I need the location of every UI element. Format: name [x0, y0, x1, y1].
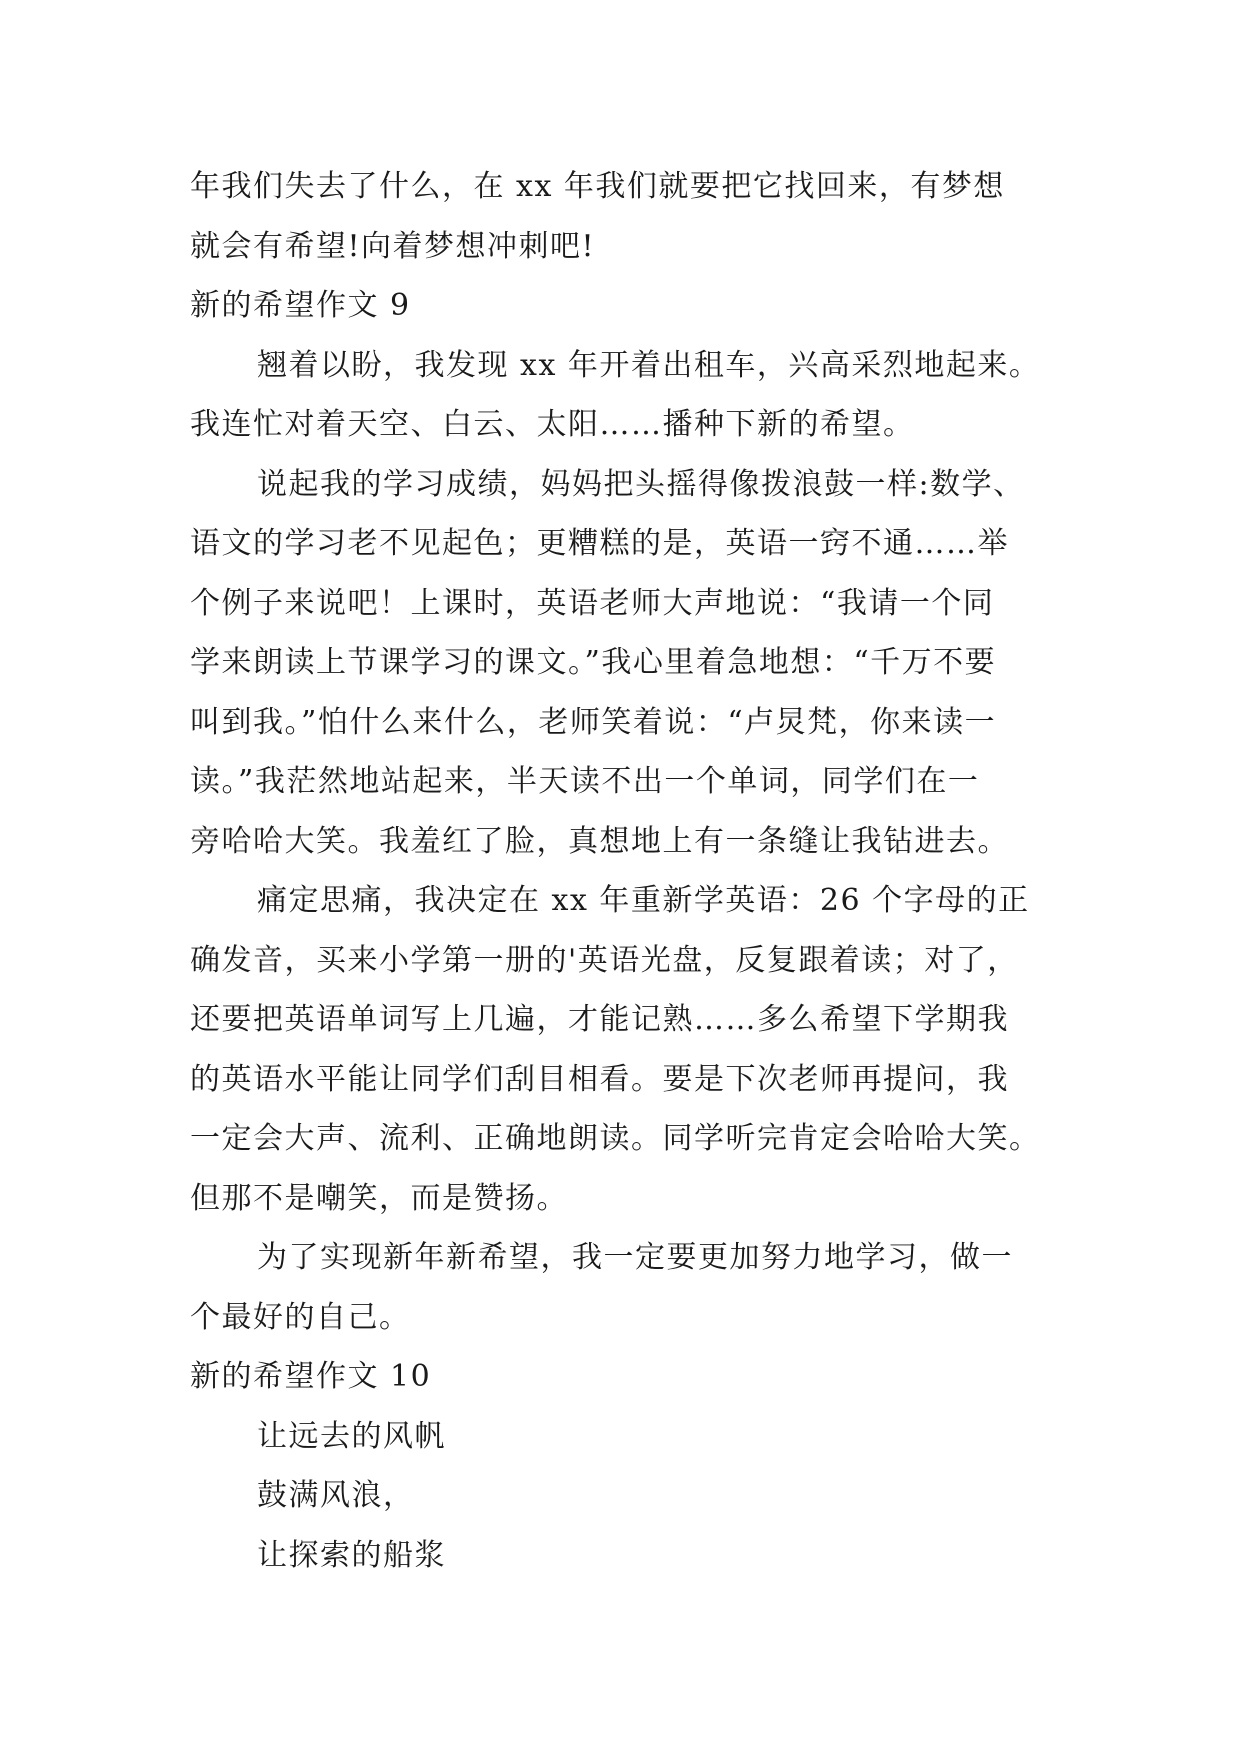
text-line: 年我们失去了什么，在 xx 年我们就要把它找回来，有梦想 — [190, 169, 1005, 204]
text-line: 个例子来说吧！上课时，英语老师大声地说：“我请一个同 — [190, 585, 995, 621]
text-line: 的英语水平能让同学们刮目相看。要是下次老师再提问，我 — [190, 1061, 1009, 1097]
section-heading: 新的希望作文 9 — [190, 288, 411, 323]
paragraph-start-line: 翘着以盼，我发现 xx 年开着出租车，兴高采烈地起来。 — [257, 347, 1041, 383]
section-heading: 新的希望作文 10 — [190, 1359, 432, 1394]
poem-line: 让探索的船浆 — [257, 1537, 446, 1573]
text-line: 还要把英语单词写上几遍，才能记熟……多么希望下学期我 — [190, 1002, 1009, 1037]
text-line: 一定会大声、流利、正确地朗读。同学听完肯定会哈哈大笑。 — [190, 1121, 1041, 1156]
text-line: 学来朗读上节课学习的课文。”我心里着急地想：“千万不要 — [190, 645, 997, 680]
document-body — [190, 157, 1060, 1585]
paragraph-start-line: 为了实现新年新希望，我一定要更加努力地学习，做一 — [257, 1240, 1013, 1275]
poem-line: 让远去的风帆 — [257, 1418, 446, 1454]
text-line: 但那不是嘲笑，而是赞扬。 — [190, 1180, 568, 1216]
text-line: 确发音，买来小学第一册的'英语光盘，反复跟着读；对了， — [190, 942, 1019, 978]
text-line: 就会有希望!向着梦想冲刺吧! — [190, 228, 596, 264]
text-line: 语文的学习老不见起色；更糟糕的是，英语一窍不通……举 — [190, 526, 1009, 561]
text-line: 个最好的自己。 — [190, 1299, 411, 1335]
paragraph-start-line: 痛定思痛，我决定在 xx 年重新学英语：26 个字母的正 — [257, 883, 1030, 918]
text-line: 叫到我。”怕什么来什么，老师笑着说：“卢炅梵，你来读一 — [190, 704, 997, 740]
text-line: 我连忙对着天空、白云、太阳……播种下新的希望。 — [190, 407, 915, 442]
paragraph-start-line: 说起我的学习成绩，妈妈把头摇得像拨浪鼓一样:数学、 — [257, 466, 1025, 502]
poem-line: 鼓满风浪， — [257, 1478, 415, 1513]
text-line: 读。”我茫然地站起来，半天读不出一个单词，同学们在一 — [190, 764, 980, 799]
text-line: 旁哈哈大笑。我羞红了脸，真想地上有一条缝让我钻进去。 — [190, 823, 1009, 859]
